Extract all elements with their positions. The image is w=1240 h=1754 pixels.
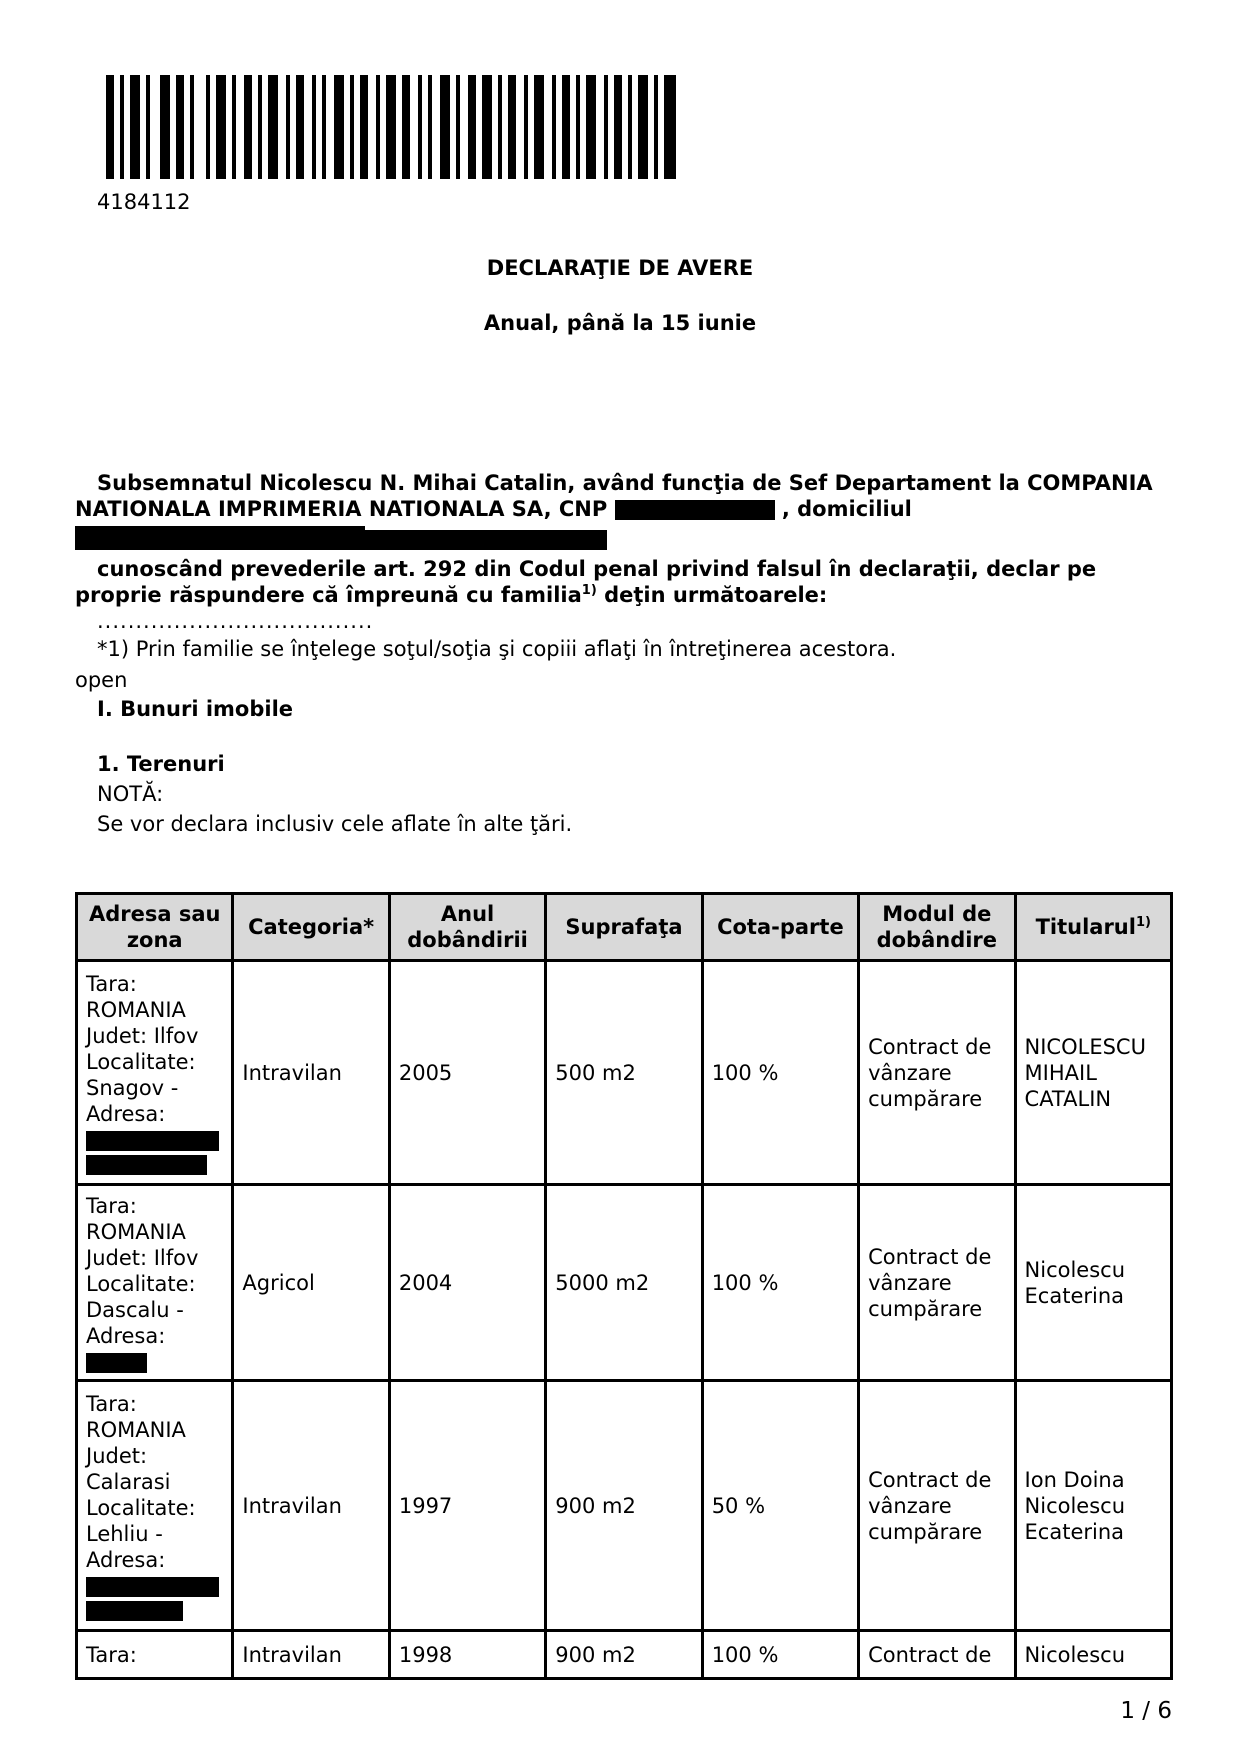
cell-titular: NICOLESCU MIHAIL CATALIN (1015, 961, 1171, 1185)
note-label: NOTĂ: (97, 782, 164, 806)
header-categoria: Categoria* (233, 894, 389, 961)
header-titularul-sup: 1) (1135, 915, 1151, 930)
header-anul: Anul dobândirii (389, 894, 545, 961)
cell-adresa (77, 961, 233, 1185)
dotted-line: .................................... (97, 609, 374, 633)
document-title: DECLARAŢIE DE AVERE (486, 256, 754, 280)
cell-suprafata: 5000 m2 (546, 1185, 702, 1381)
addr-tara-value: ROMANIA (86, 1417, 186, 1442)
terenuri-table (75, 892, 1173, 1680)
barcode (106, 75, 676, 179)
cell-modul: Contract de vânzare cumpărare (859, 1185, 1015, 1381)
cell-anul: 1998 (389, 1631, 545, 1679)
addr-tara: Tara: (86, 1391, 137, 1416)
address-redaction (86, 1601, 183, 1621)
cell-anul: 1997 (389, 1381, 545, 1631)
table-row (77, 1381, 1172, 1631)
cell-suprafata: 900 m2 (546, 1381, 702, 1631)
header-cota: Cota-parte (702, 894, 858, 961)
subsection-title: 1. Terenuri (97, 752, 225, 776)
addr-judet: Judet: (86, 1443, 148, 1468)
cell-cota: 100 % (702, 1185, 858, 1381)
declaration-text: cunoscând prevederile art. 292 din Codul penal privind falsul în declaraţii, declar pe proprie răspundere că împreună cu familia (75, 557, 1097, 607)
address-redaction (86, 1353, 147, 1373)
cnp-redaction (615, 500, 775, 520)
addr-localitate-value: Snagov - (86, 1075, 179, 1100)
cell-modul: Contract de (859, 1631, 1015, 1679)
family-footnote-marker: 1) (581, 583, 597, 598)
cell-modul: Contract de vânzare cumpărare (859, 961, 1015, 1185)
addr-judet: Judet: Ilfov (86, 1245, 199, 1270)
addr-adresa: Adresa: (86, 1101, 166, 1126)
address-redaction (86, 1131, 219, 1151)
cell-cota: 100 % (702, 1631, 858, 1679)
table-row (77, 1185, 1172, 1381)
cell-suprafata: 900 m2 (546, 1631, 702, 1679)
section-title: I. Bunuri imobile (97, 697, 294, 721)
addr-localitate-value: Lehliu - (86, 1521, 163, 1546)
cell-titular: Ion Doina Nicolescu Ecaterina (1015, 1381, 1171, 1631)
address-redaction (86, 1155, 207, 1175)
cell-adresa (77, 1381, 233, 1631)
addr-localitate: Localitate: (86, 1495, 196, 1520)
cell-titular: Nicolescu (1015, 1631, 1171, 1679)
declaration-paragraph (75, 556, 1175, 608)
cell-cota: 100 % (702, 961, 858, 1185)
note-text: Se vor declara inclusiv cele aflate în alte ţări. (97, 812, 573, 836)
family-footnote: *1) Prin familie se înţelege soţul/soţia şi copiii aflaţi în întreţinerea acestora. (97, 637, 897, 661)
cell-anul: 2004 (389, 1185, 545, 1381)
header-titularul-text: Titularul (1035, 915, 1136, 939)
header-suprafata: Suprafaţa (546, 894, 702, 961)
addr-tara-value: ROMANIA (86, 1219, 186, 1244)
address-redaction (86, 1577, 219, 1597)
addr-judet: Judet: Ilfov (86, 1023, 199, 1048)
cell-modul: Contract de vânzare cumpărare (859, 1381, 1015, 1631)
document-subtitle: Anual, până la 15 iunie (483, 311, 757, 335)
table-row (77, 1631, 1172, 1679)
cell-categoria: Agricol (233, 1185, 389, 1381)
table-header-row (77, 894, 1172, 961)
cell-titular: Nicolescu Ecaterina (1015, 1185, 1171, 1381)
addr-tara: Tara: (86, 971, 137, 996)
addr-tara: Tara: (86, 1193, 137, 1218)
cell-adresa: Tara: (77, 1631, 233, 1679)
addr-tara-value: ROMANIA (86, 997, 186, 1022)
address-redaction-2 (75, 530, 607, 550)
intro-text-2: , domiciliul (781, 497, 912, 521)
declaration-text-end: deţin următoarele: (596, 583, 828, 607)
cell-adresa (77, 1185, 233, 1381)
cell-categoria: Intravilan (233, 1381, 389, 1631)
cell-suprafata: 500 m2 (546, 961, 702, 1185)
cell-categoria: Intravilan (233, 1631, 389, 1679)
intro-text-1: Subsemnatul Nicolescu N. Mihai Catalin, având funcţia de Sef Departament la COMPANIA NATIONALA IMPRIMERIA NATIONALA SA, CNP (75, 471, 1153, 521)
open-label: open (75, 668, 128, 692)
table-row (77, 961, 1172, 1185)
addr-localitate: Localitate: (86, 1271, 196, 1296)
page-number: 1 / 6 (1120, 1698, 1172, 1724)
cell-cota: 50 % (702, 1381, 858, 1631)
addr-adresa: Adresa: (86, 1323, 166, 1348)
barcode-number: 4184112 (97, 190, 191, 214)
addr-localitate-value: Dascalu - (86, 1297, 184, 1322)
cell-anul: 2005 (389, 961, 545, 1185)
addr-localitate: Localitate: (86, 1049, 196, 1074)
cell-categoria: Intravilan (233, 961, 389, 1185)
addr-adresa: Adresa: (86, 1547, 166, 1572)
header-titularul (1015, 894, 1171, 961)
header-adresa: Adresa sau zona (77, 894, 233, 961)
header-modul: Modul de dobândire (859, 894, 1015, 961)
addr-judet-value: Calarasi (86, 1469, 171, 1494)
